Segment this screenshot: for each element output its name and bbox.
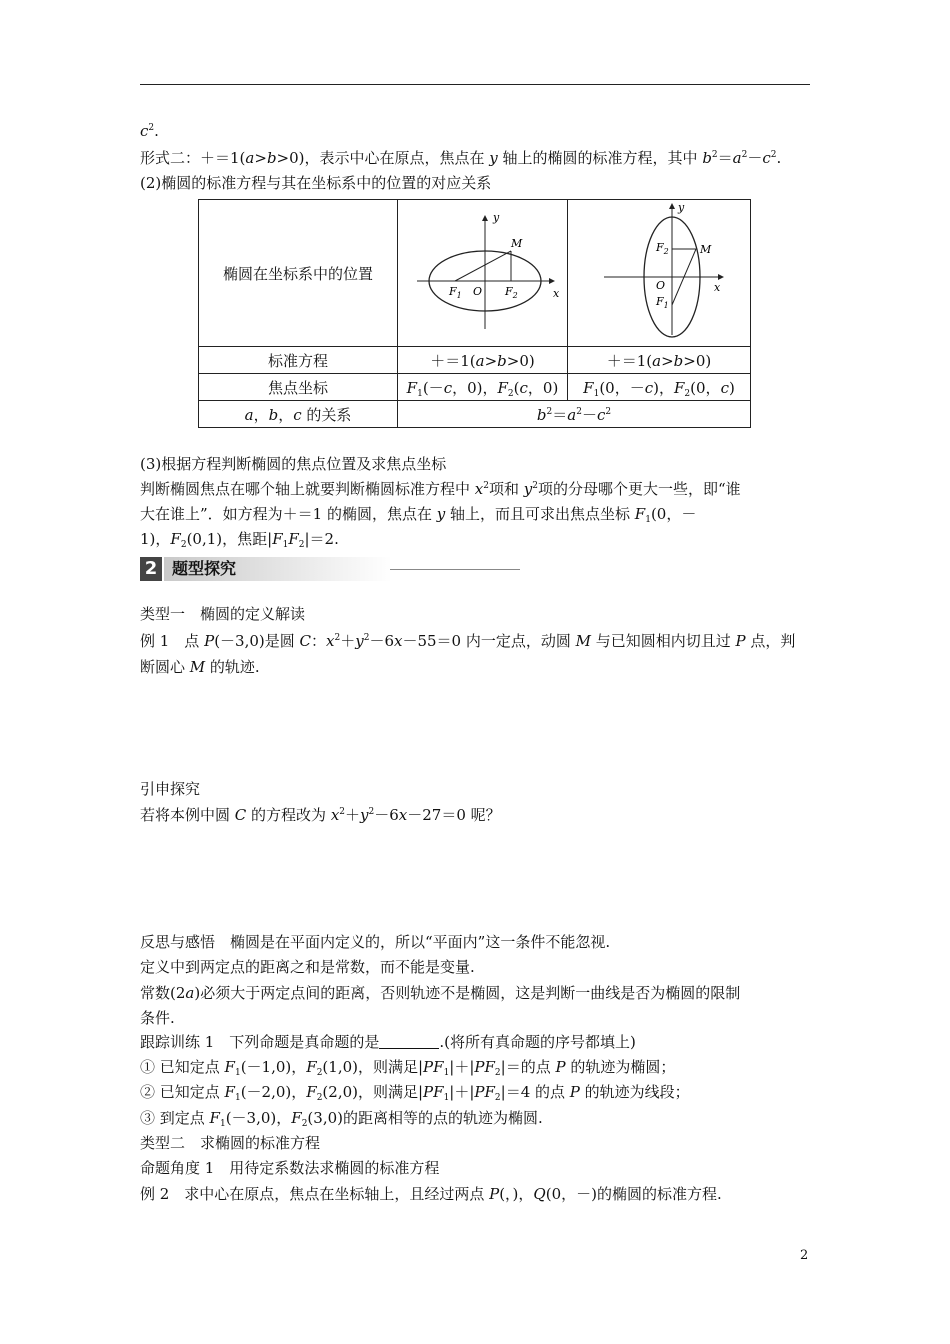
section-title: 题型探究: [164, 557, 392, 581]
table-row-label: 椭圆在坐标系中的位置: [199, 200, 398, 347]
header-rule: [140, 84, 810, 85]
reflection-line: 条件.: [140, 1009, 175, 1027]
continued-line: $c^2$.: [140, 122, 159, 140]
x-axis-label: x: [714, 281, 721, 294]
foci-horizontal: $F_1(-c$，0)，$F_2(c$，0): [398, 374, 568, 401]
subsection-2-title: (2)椭圆的标准方程与其在坐标系中的位置的对应关系: [140, 174, 492, 192]
form-two-line: 形式二：＋＝1(a>b>0)，表示中心在原点，焦点在 y 轴上的椭圆的标准方程，其中 $b^2=a^2-c^2$.: [140, 149, 782, 167]
focus-f1-label: $F_1$: [656, 295, 669, 310]
answer-blank[interactable]: [379, 1034, 439, 1049]
x-axis-label: x: [552, 287, 559, 300]
y-axis-label: y: [678, 201, 685, 214]
reflection-line: 定义中到两定点的距离之和是常数，而不能是变量.: [140, 958, 475, 976]
table-row-label: 标准方程: [199, 347, 398, 374]
table-row-label: a，b，c 的关系: [199, 401, 398, 428]
tracking-exercise: 跟踪训练 1 下列命题是真命题的是 .(将所有真命题的序号都填上): [140, 1033, 636, 1051]
example1-line: 例 1 点 P(－3,0)是圆 C：$x^2+y^2-6x-55=0$ 内一定点，动圆 M 与已知圆相内切且过 P 点，判: [140, 632, 796, 650]
paragraph-line: 1)，$F_2(0,1)$，焦距$|F_1F_2|=2$.: [140, 530, 339, 550]
page-number: 2: [800, 1248, 809, 1263]
extension-title: 引申探究: [140, 780, 201, 798]
y-axis-label: y: [492, 211, 499, 224]
origin-label: O: [656, 279, 666, 292]
focus-f1-label: $F_1$: [448, 285, 462, 300]
type1-title: 类型一 椭圆的定义解读: [140, 605, 306, 623]
table-row-label: 焦点坐标: [199, 374, 398, 401]
subsection-3-title: (3)根据方程判断椭圆的焦点位置及求焦点坐标: [140, 455, 447, 473]
angle1-title: 命题角度 1 用待定系数法求椭圆的标准方程: [140, 1159, 440, 1177]
vertical-ellipse-diagram: [568, 200, 751, 347]
point-m-label: M: [700, 243, 712, 256]
example2-line: 例 2 求中心在原点，焦点在坐标轴上，且经过两点 P(，)，Q(0，－)的椭圆的标准方程.: [140, 1185, 722, 1203]
section-number: 2: [140, 557, 162, 581]
focus-f2-label: $F_2$: [656, 241, 669, 256]
ellipse-position-table: [198, 199, 751, 428]
origin-label: O: [472, 285, 482, 298]
section-header: [140, 557, 520, 581]
point-m-label: M: [510, 237, 522, 250]
paragraph-line: 判断椭圆焦点在哪个轴上就要判断椭圆标准方程中 $x^2$项和 $y^2$项的分母哪个更大一些，即“谁: [140, 480, 741, 498]
abc-relation: $b^2=a^2-c^2$: [398, 401, 751, 428]
horizontal-ellipse-diagram: [398, 200, 568, 347]
proposition-item: ② 已知定点 $F_1(-2,0)$，$F_2(2,0)$，则满足$|PF_1|+|PF_2|=4$ 的点 P 的轨迹为线段；: [140, 1083, 690, 1103]
type2-title: 类型二 求椭圆的标准方程: [140, 1134, 321, 1152]
foci-vertical: $F_1(0$，－c)，$F_2(0$，c): [568, 374, 751, 401]
reflection-line: 反思与感悟 椭圆是在平面内定义的，所以“平面内”这一条件不能忽视.: [140, 933, 611, 951]
vertical-ellipse-figure: [584, 201, 734, 341]
proposition-item: ① 已知定点 $F_1(-1,0)$，$F_2(1,0)$，则满足$|PF_1|+|PF_2|=$的点 P 的轨迹为椭圆；: [140, 1058, 676, 1078]
standard-equation-horizontal: ＋＝1(a>b>0): [398, 347, 568, 374]
example1-line: 断圆心 M 的轨迹.: [140, 658, 260, 676]
reflection-line: 常数(2a)必须大于两定点间的距离，否则轨迹不是椭圆，这是判断一曲线是否为椭圆的限制: [140, 984, 741, 1002]
focus-f2-label: $F_2$: [504, 285, 518, 300]
section-rule: [390, 569, 520, 570]
extension-text: 若将本例中圆 C 的方程改为 $x^2+y^2-6x-27=0$ 呢？: [140, 806, 501, 824]
horizontal-ellipse-figure: [403, 201, 563, 341]
paragraph-line: 大在谁上”．如方程为＋＝1 的椭圆，焦点在 y 轴上，而且可求出焦点坐标 $F_1(0$，－: [140, 505, 697, 525]
proposition-item: ③ 到定点 $F_1(-3,0)$，$F_2(3,0)$的距离相等的点的轨迹为椭圆.: [140, 1109, 543, 1129]
standard-equation-vertical: ＋＝1(a>b>0): [568, 347, 751, 374]
